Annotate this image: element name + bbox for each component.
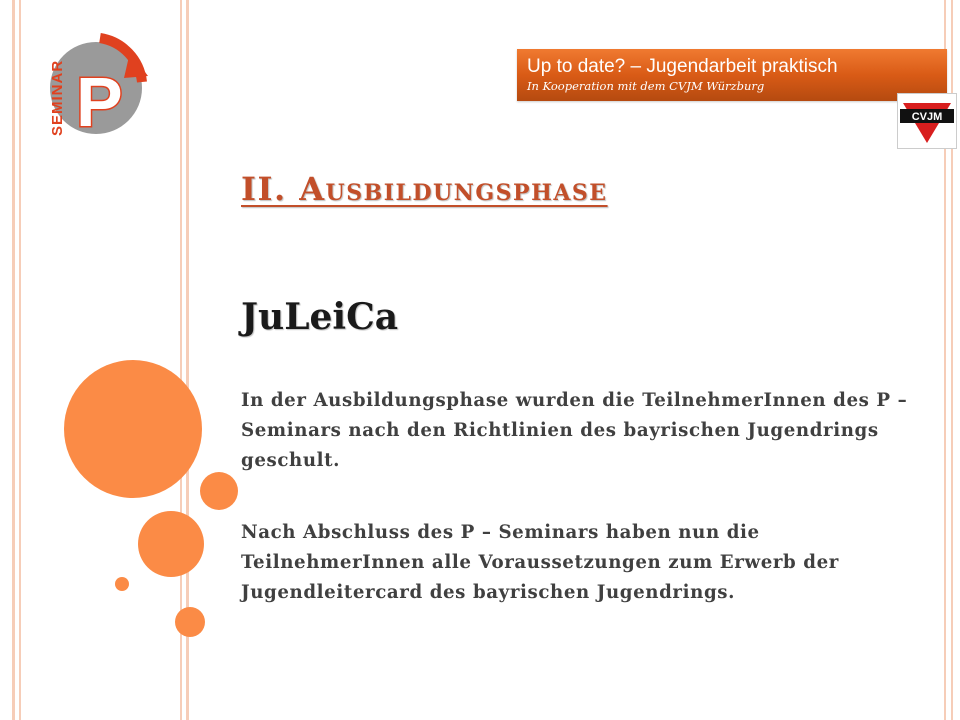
slide-heading: II. Ausbildungsphase <box>241 170 608 208</box>
body-paragraph-2: Nach Abschluss des P – Seminars haben nun die TeilnehmerInnen alle Voraussetzungen zum Erwerb der Jugendleitercard des bayrischen Jugendrings. <box>241 522 839 603</box>
decor-circle-medium <box>138 511 204 577</box>
logo-p-letter: P <box>76 63 123 141</box>
decor-stripe-2 <box>19 0 21 720</box>
cvjm-text: CVJM <box>911 111 943 123</box>
header-banner <box>517 49 947 101</box>
decor-circle-small-1 <box>200 472 238 510</box>
decor-stripe-1 <box>12 0 15 720</box>
decor-circle-tiny <box>115 577 129 591</box>
banner-title: Up to date? – Jugendarbeit praktisch <box>527 56 838 77</box>
cvjm-logo <box>897 93 957 149</box>
p-seminar-logo <box>38 32 148 142</box>
body-paragraph-1: In der Ausbildungsphase wurden die TeilnehmerInnen des P – Seminars nach den Richtlinien des bayrischen Jugendrings geschult. <box>241 390 908 471</box>
banner-subtitle: In Kooperation mit dem CVJM Würzburg <box>527 79 765 93</box>
slide-subheading: JuLeiCa <box>241 296 399 338</box>
decor-circle-small-2 <box>175 607 205 637</box>
logo-seminar-text: SEMINAR <box>49 59 66 136</box>
decor-circle-large <box>64 360 202 498</box>
